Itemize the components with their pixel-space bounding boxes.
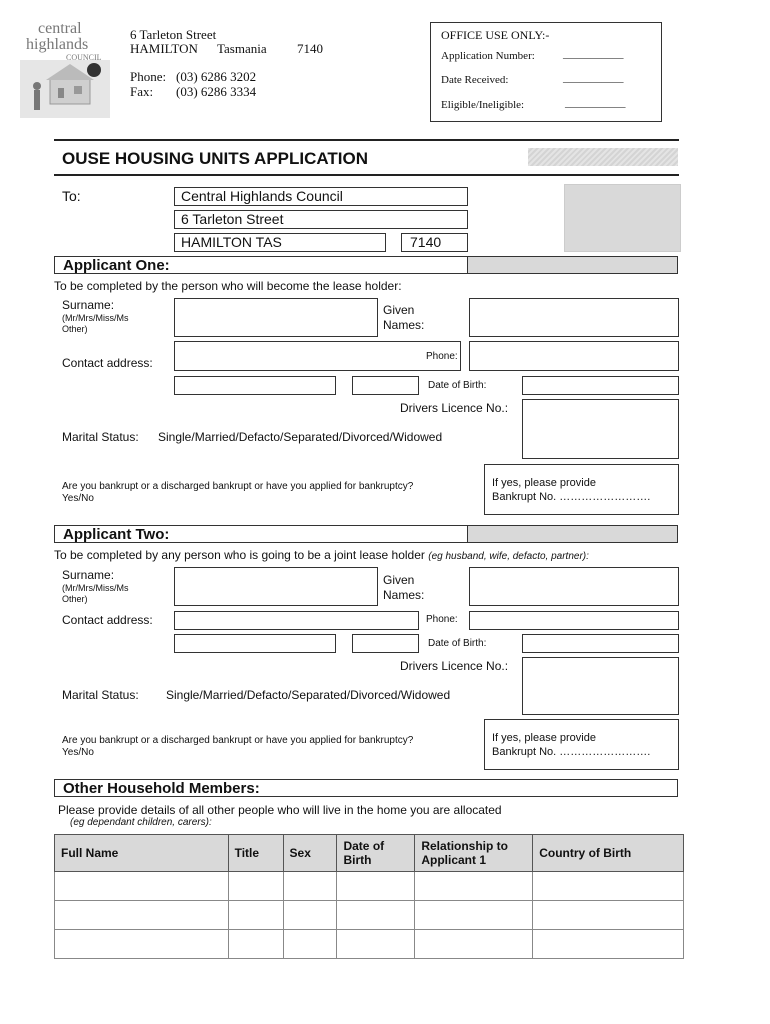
a1-ifyes-text: If yes, please provide — [492, 477, 596, 489]
table-row — [55, 872, 684, 901]
office-use-box — [430, 22, 662, 122]
a2-surname-label: Surname: — [62, 568, 115, 582]
table-row — [55, 930, 684, 959]
a2-address-line-2[interactable] — [174, 634, 336, 653]
applicant-one-intro: To be completed by the person who will become the lease holder: — [54, 279, 402, 293]
to-line-2-text: 6 Tarleton Street — [181, 211, 284, 227]
to-label: To: — [62, 188, 81, 204]
a2-marital-label: Marital Status: — [62, 688, 139, 702]
a2-ifyes-text: If yes, please provide — [492, 732, 596, 744]
a1-names-label: Names: — [383, 318, 425, 332]
applicant-two-heading: Applicant Two: — [63, 526, 170, 543]
a1-surname-input[interactable] — [174, 298, 378, 337]
table-cell[interactable] — [228, 930, 283, 959]
a2-names-label: Names: — [383, 588, 425, 602]
table-cell[interactable] — [533, 930, 684, 959]
table-cell[interactable] — [337, 901, 415, 930]
a1-bankrupt-question: Are you bankrupt or a discharged bankrupt or have you applied for bankruptcy? — [62, 481, 414, 492]
a2-phone-input[interactable] — [469, 611, 679, 630]
eligible-label: Eligible/Ineligible: — [441, 99, 525, 111]
address-street: 6 Tarleton Street — [130, 27, 217, 42]
phone-label: Phone: — [130, 69, 167, 84]
household-header-fill — [467, 780, 677, 796]
a1-licence-input[interactable] — [522, 399, 679, 459]
a2-phone-label: Phone: — [426, 614, 458, 625]
a1-surname-label: Surname: — [62, 298, 115, 312]
table-cell[interactable] — [283, 901, 337, 930]
a2-dob-input[interactable] — [522, 634, 679, 653]
household-heading: Other Household Members: — [63, 780, 260, 797]
form-title: OUSE HOUSING UNITS APPLICATION — [62, 149, 369, 168]
table-cell[interactable] — [533, 901, 684, 930]
table-cell[interactable] — [228, 901, 283, 930]
eligible-blank: ___________ — [565, 97, 626, 109]
table-cell[interactable] — [337, 872, 415, 901]
a1-yes-no[interactable]: Yes/No — [62, 493, 94, 504]
date-received-label: Date Received: — [441, 74, 509, 86]
fax-label: Fax: — [130, 84, 154, 99]
table-cell[interactable] — [55, 901, 229, 930]
a2-contact-label: Contact address: — [62, 613, 153, 627]
to-line-3-text: HAMILTON TAS — [181, 234, 282, 250]
col-country-of-birth: Country of Birth — [533, 835, 684, 872]
to-line-1-text: Central Highlands Council — [181, 188, 343, 204]
a2-licence-label: Drivers Licence No.: — [400, 659, 509, 673]
to-shaded-box — [564, 184, 681, 252]
table-cell[interactable] — [228, 872, 283, 901]
logo-word-council: COUNCIL — [66, 53, 102, 62]
date-received-blank: ___________ — [563, 72, 624, 84]
table-cell[interactable] — [533, 872, 684, 901]
to-line-2 — [174, 210, 468, 229]
application-number-label: Application Number: — [441, 50, 535, 62]
a1-bankrupt-box — [484, 464, 679, 515]
table-row — [55, 901, 684, 930]
a1-other-label: Other) — [62, 324, 88, 334]
a1-given-label: Given — [383, 303, 415, 317]
logo-word-highlands: highlands — [26, 36, 89, 53]
application-number-blank: ___________ — [563, 48, 624, 60]
a1-postcode-input[interactable] — [352, 376, 419, 395]
a2-surname-input[interactable] — [174, 567, 378, 606]
col-full-name: Full Name — [55, 835, 229, 872]
fax-number: (03) 6286 3334 — [176, 84, 257, 99]
table-cell[interactable] — [283, 930, 337, 959]
phone-number: (03) 6286 3202 — [176, 69, 257, 84]
household-header — [54, 779, 678, 797]
applicant-two-intro-text: To be completed by any person who is going to be a joint lease holder — [54, 548, 429, 562]
applicant-one-header — [54, 256, 678, 274]
a1-phone-input[interactable] — [469, 341, 679, 371]
col-date-of-birth: Date of Birth — [337, 835, 415, 872]
a2-titles-label: (Mr/Mrs/Miss/Ms — [62, 583, 129, 593]
council-logo — [20, 20, 110, 118]
a1-phone-label: Phone: — [426, 351, 458, 362]
a2-bankrupt-question: Are you bankrupt or a discharged bankrupt or have you applied for bankruptcy? — [62, 735, 414, 746]
a1-marital-options[interactable]: Single/Married/Defacto/Separated/Divorced/Widowed — [158, 430, 443, 444]
household-table-header — [55, 835, 684, 872]
applicant-two-intro-eg: (eg husband, wife, defacto, partner): — [428, 551, 589, 562]
a2-marital-options[interactable]: Single/Married/Defacto/Separated/Divorced/Widowed — [166, 688, 451, 702]
to-postcode-text: 7140 — [410, 234, 442, 250]
table-cell[interactable] — [55, 872, 229, 901]
to-line-3 — [174, 233, 386, 252]
col-title: Title — [228, 835, 283, 872]
col-sex: Sex — [283, 835, 337, 872]
applicant-one-heading: Applicant One: — [63, 257, 170, 274]
a1-marital-label: Marital Status: — [62, 430, 139, 444]
table-cell[interactable] — [55, 930, 229, 959]
applicant-two-intro — [54, 548, 589, 562]
to-postcode — [401, 233, 468, 252]
logo-word-central: central — [38, 20, 82, 37]
address-state: Tasmania — [217, 41, 267, 56]
a2-contact-input[interactable] — [174, 611, 419, 630]
a2-postcode-input[interactable] — [352, 634, 419, 653]
a1-licence-label: Drivers Licence No.: — [400, 401, 509, 415]
table-cell[interactable] — [415, 872, 533, 901]
table-cell[interactable] — [415, 930, 533, 959]
a1-bankrupt-no[interactable]: Bankrupt No. ……………………. — [492, 491, 651, 503]
table-cell[interactable] — [337, 930, 415, 959]
a2-bankrupt-box — [484, 719, 679, 770]
a1-contact-label: Contact address: — [62, 356, 153, 370]
a2-licence-input[interactable] — [522, 657, 679, 715]
household-intro: Please provide details of all other people who will live in the home you are allocated — [58, 803, 502, 817]
to-line-1 — [174, 187, 468, 206]
a2-dob-label: Date of Birth: — [428, 638, 487, 649]
a1-titles-label: (Mr/Mrs/Miss/Ms — [62, 313, 129, 323]
table-cell[interactable] — [415, 901, 533, 930]
office-use-title: OFFICE USE ONLY:- — [441, 28, 550, 42]
title-rule-bottom — [54, 174, 679, 176]
a1-dob-label: Date of Birth: — [428, 380, 487, 391]
a1-address-line-2[interactable] — [174, 376, 336, 395]
table-cell[interactable] — [283, 872, 337, 901]
title-shaded-box — [528, 148, 678, 166]
a1-dob-input[interactable] — [522, 376, 679, 395]
address-postcode: 7140 — [297, 41, 323, 56]
household-eg: (eg dependant children, carers): — [70, 817, 212, 828]
household-table — [54, 834, 684, 959]
a2-given-names-input[interactable] — [469, 567, 679, 606]
a2-other-label: Other) — [62, 594, 88, 604]
a1-contact-input[interactable] — [174, 341, 461, 371]
a2-given-label: Given — [383, 573, 415, 587]
col-relationship: Relationship to Applicant 1 — [415, 835, 533, 872]
applicant-two-header-fill — [467, 526, 677, 542]
a2-bankrupt-no[interactable]: Bankrupt No. ……………………. — [492, 746, 651, 758]
title-rule-top — [54, 139, 679, 141]
applicant-one-header-fill — [467, 257, 677, 273]
a2-yes-no[interactable]: Yes/No — [62, 747, 94, 758]
address-town: HAMILTON — [130, 41, 198, 56]
applicant-two-header — [54, 525, 678, 543]
a1-given-names-input[interactable] — [469, 298, 679, 337]
